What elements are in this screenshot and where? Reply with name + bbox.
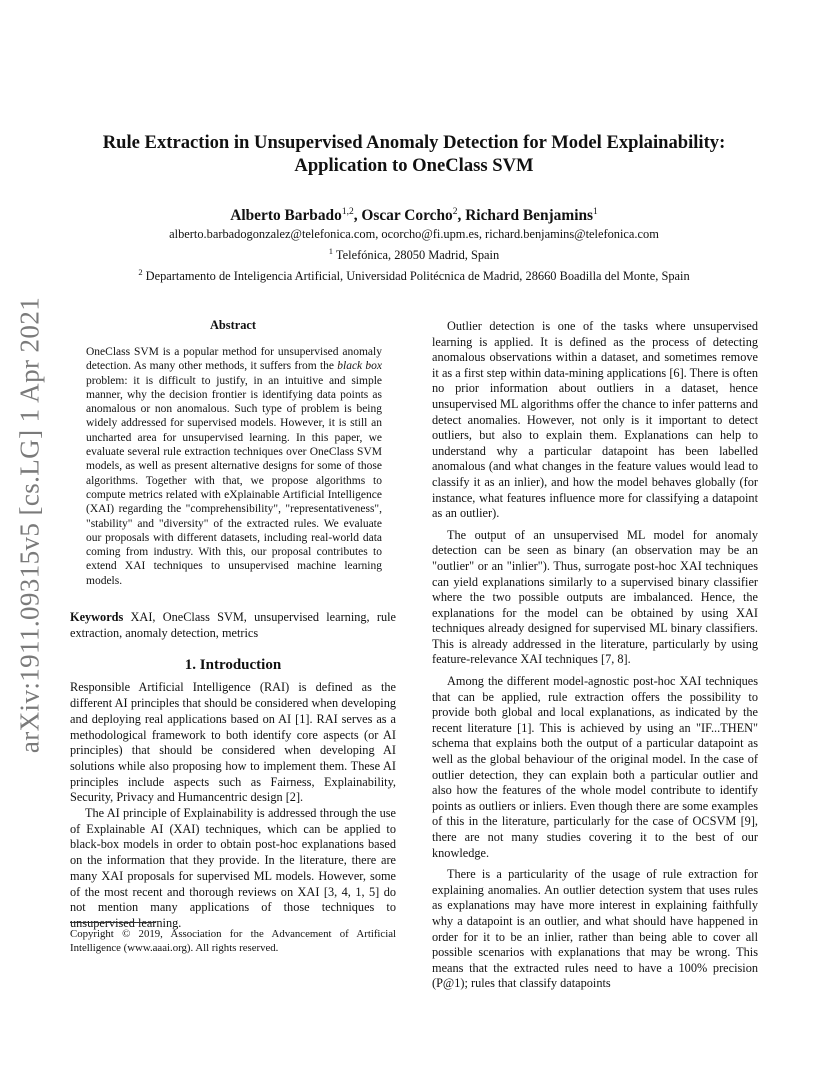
keywords-text: XAI, OneClass SVM, unsupervised learning, rule extraction, anomaly detection, metrics — [70, 610, 396, 640]
abstract-black-box-term: black box — [337, 360, 382, 373]
keywords-label: Keywords — [70, 610, 124, 625]
paper-title-line-2: Application to OneClass SVM — [294, 155, 534, 176]
authors-block — [70, 202, 758, 285]
paper-title-block — [70, 131, 758, 177]
left-column — [70, 318, 396, 932]
author-1-affiliation-mark: 1,2 — [341, 207, 354, 217]
author-separator: , — [457, 207, 466, 225]
affiliation-1-mark: 1 — [328, 246, 334, 257]
section-heading-introduction: 1. Introduction — [184, 657, 282, 674]
right-paragraph-1: Outlier detection is one of the tasks where unsupervised learning is applied. It is defined as the process of detecting anomalous observations within a dataset, and sometimes remove it as a first step within data-mining applications [6]. There is often no prior information about outliers in a dataset, hence unsupervised ML algorithms offer the chance to infer patterns and detect anomalies. However, not only is it important to detect outliers, but also to explain them. Explanations can help to understand why a particular datapoint has been labelled anomalous (and what changes in the feature values would lead to classify it as an inlier), and how the model behaves globally (for instance, what features influence more for classifying a datapoint as an outlier). — [432, 319, 758, 521]
author-emails: alberto.barbadogonzalez@telefonica.com, ocorcho@fi.upm.es, richard.benjamins@telefonica.com — [169, 227, 659, 242]
paper-title-line-1: Rule Extraction in Unsupervised Anomaly Detection for Model Explainability: — [102, 132, 726, 153]
right-paragraph-3: Among the different model-agnostic post-hoc XAI techniques that can be applied, rule extraction offers the possibility to provide both global and local explanations, as indicated by the recent literature [1]. This is achieved by using an "IF...THEN" schema that explains both the output of a particular datapoint as well as the global behaviour of the original model. In the case of outlier detection, they can explain both a particular outlier and also how the features of the whole model contribute to identify points as outliers or inliers. Even though there are some examples of this in the literature, particularly for the case of OCSVM [9], there are not many studies covering it to the best of our knowledge. — [432, 674, 758, 860]
arxiv-identifier-stamp — [4, 294, 56, 756]
abstract-text-part-1: OneClass SVM is a popular method for unsupervised anomaly detection. As many other methods, it suffers from the — [86, 346, 382, 373]
affiliation-2-mark: 2 — [138, 267, 143, 278]
intro-paragraph-2: The AI principle of Explainability is addressed through the use of Explainable AI (XAI) techniques, which can be applied to black-box models in order to obtain post-hoc explanations based on the information that they provide. In the literature, there are many XAI proposals for supervised ML models. However, some of the most recent and thorough reviews on XAI [3, 4, 1, 5] do not mention many applications of those techniques to unsupervised learning. — [70, 806, 396, 930]
author-3: Richard Benjamins — [465, 207, 594, 225]
affiliation-1 — [70, 243, 758, 264]
right-paragraph-4: There is a particularity of the usage of rule extraction for explaining anomalies. An outlier detection system that uses rules as explanations may have more interest in explaining faithfully why a datapoint is an outlier, and what should have happened in order for it to be an inlier, rather than being able to cover all possible scenarios with explanations that may be wrong. This means that the extracted rules need to have a 100% precision (P@1); rules that classify datapoints — [432, 867, 758, 991]
author-1: Alberto Barbado — [230, 207, 342, 225]
affiliation-1-text: Telefónica, 28050 Madrid, Spain — [333, 248, 500, 263]
right-column — [432, 319, 758, 992]
paper-title — [70, 131, 758, 177]
author-names — [70, 202, 758, 226]
abstract-text-part-2: problem: it is difficult to justify, in an intuitive and simple manner, why the decision frontier is identifying data points as anomalous or non anomalous. Such type of problem is being widely addressed for supervised models. However, it is still an uncharted area for unsupervised learning. In this paper, we evaluate several rule extraction techniques over OneClass SVM models, as well as present alternative designs for some of those algorithms. Together with that, we propose algorithms to compute metrics related with eXplainable Artificial Intelligence (XAI) regarding the "comprehensibility", "representativeness", "stability" and "diversity" of the extracted rules. We evaluate our proposals with different datasets, including real-world data coming from industry. With this, our proposal contributes to extend XAI techniques to unsupervised machine learning models. — [86, 374, 382, 587]
author-separator: , — [353, 207, 362, 225]
footnote-divider — [70, 922, 156, 923]
affiliation-2-text: Departamento de Inteligencia Artificial, Universidad Politécnica de Madrid, 28660 Boadilla del Monte, Spain — [142, 269, 690, 284]
abstract-heading: Abstract — [209, 318, 257, 332]
arxiv-identifier-text: arXiv:1911.09315v5 [cs.LG] 1 Apr 2021 — [14, 296, 45, 754]
author-2: Oscar Corcho — [361, 207, 453, 225]
intro-paragraph-1: Responsible Artificial Intelligence (RAI) is defined as the different AI principles that should be considered when developing and deploying real applications based on AI [1]. RAI serves as a methodological framework to both identify core aspects (or AI principles) that should be considered when developing AI solutions while also proposing how to implement them. These AI principles include aspects such as Fairness, Explainability, Security, Privacy and Humancentric design [2]. — [70, 680, 396, 805]
copyright-footnote: Copyright © 2019, Association for the Advancement of Artificial Intelligence (www.aaai.org). All rights reserved. — [70, 928, 396, 955]
right-paragraph-2: The output of an unsupervised ML model for anomaly detection can be seen as binary (an observation may be an "outlier" or an "inlier"). Thus, surrogate post-hoc XAI techniques can yield explanations similarly to a supervised binary classifier where the two possible outputs are imbalanced. Hence, the explanations for the model can be obtained by using XAI techniques already designed for supervised ML binary classifiers. This is already addressed in the literature, particularly by using feature-relevance XAI techniques [7, 8]. — [432, 527, 758, 667]
affiliation-2 — [70, 264, 758, 285]
keywords-paragraph — [70, 610, 396, 641]
author-3-affiliation-mark: 1 — [593, 207, 598, 217]
abstract-text — [86, 345, 382, 588]
author-2-affiliation-mark: 2 — [452, 207, 458, 217]
